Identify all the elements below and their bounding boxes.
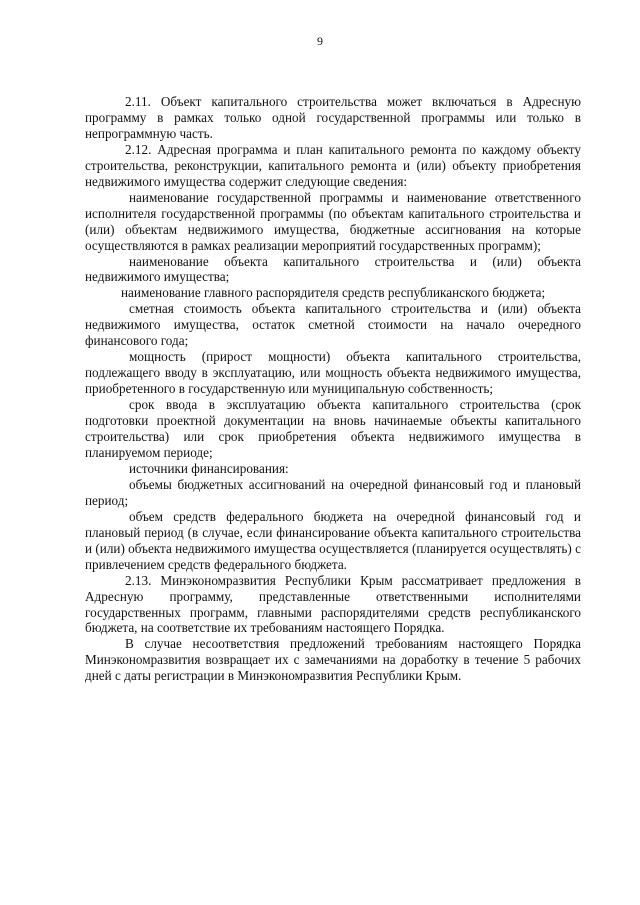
- list-item-federal-funds: объем средств федерального бюджета на очередной финансовый год и плановый период (в случае, если финансирование объекта капитального строительства и (или) объекта недвижимого имущества осуществляется (планируется осуществлять) с привлечением средств федерального бюджета.: [85, 508, 581, 572]
- list-item-program-name: наименование государственной программы и наименование ответственного исполнителя государственной программы (по объектам капитального строительства и (или) объектам недвижимого имущества, бюджетные ассигнования на которые осуществляются в рамках реализации мероприятий государственных программ);: [85, 189, 581, 253]
- paragraph-nonconformity: В случае несоответствия предложений требованиям настоящего Порядка Минэкономразвития возвращает их с замечаниями на доработку в течение 5 рабочих дней с даты регистрации в Минэкономразвития Республики Крым.: [85, 636, 581, 684]
- list-item-budget-manager: наименование главного распорядителя средств республиканского бюджета;: [121, 285, 546, 301]
- list-item-budget-allocations: объемы бюджетных ассигнований на очередной финансовый год и плановый период;: [85, 476, 581, 508]
- list-item-object-name: наименование объекта капитального строительства и (или) объекта недвижимого имущества;: [85, 253, 581, 285]
- clause-2-13: 2.13. Минэкономразвития Республики Крым рассматривает предложения в Адресную программу, представленные ответственными исполнителями государственных программ, главными распорядителями средств республиканского бюджета, на соответствие их требованиям настоящего Порядка.: [85, 572, 581, 636]
- clause-2-12: 2.12. Адресная программа и план капитального ремонта по каждому объекту строительства, реконструкции, капитального ремонта и (или) объекту приобретения недвижимого имущества содержит следующие сведения:: [85, 141, 581, 189]
- list-item-commissioning-term: срок ввода в эксплуатацию объекта капитального строительства (срок подготовки проектной документации на вновь начинаемые объекты капитального строительства) или срок приобретения объекта недвижимого имущества в планируемом периоде;: [85, 397, 581, 460]
- page-number: 9: [317, 34, 323, 48]
- list-item-estimated-cost: сметная стоимость объекта капитального строительства и (или) объекта недвижимого имущества, остаток сметной стоимости на начало очередного финансового года;: [85, 301, 581, 349]
- list-item-funding-sources: источники финансирования:: [129, 460, 289, 476]
- list-item-capacity: мощность (прирост мощности) объекта капитального строительства, подлежащего вводу в эксплуатацию, или мощность объекта недвижимого имущества, приобретенного в государственную или муниципальную собственность;: [85, 349, 581, 397]
- document-body: [85, 94, 581, 684]
- clause-2-11: 2.11. Объект капитального строительства может включаться в Адресную программу в рамках только одной государственной программы или только в непрограммную часть.: [85, 94, 581, 141]
